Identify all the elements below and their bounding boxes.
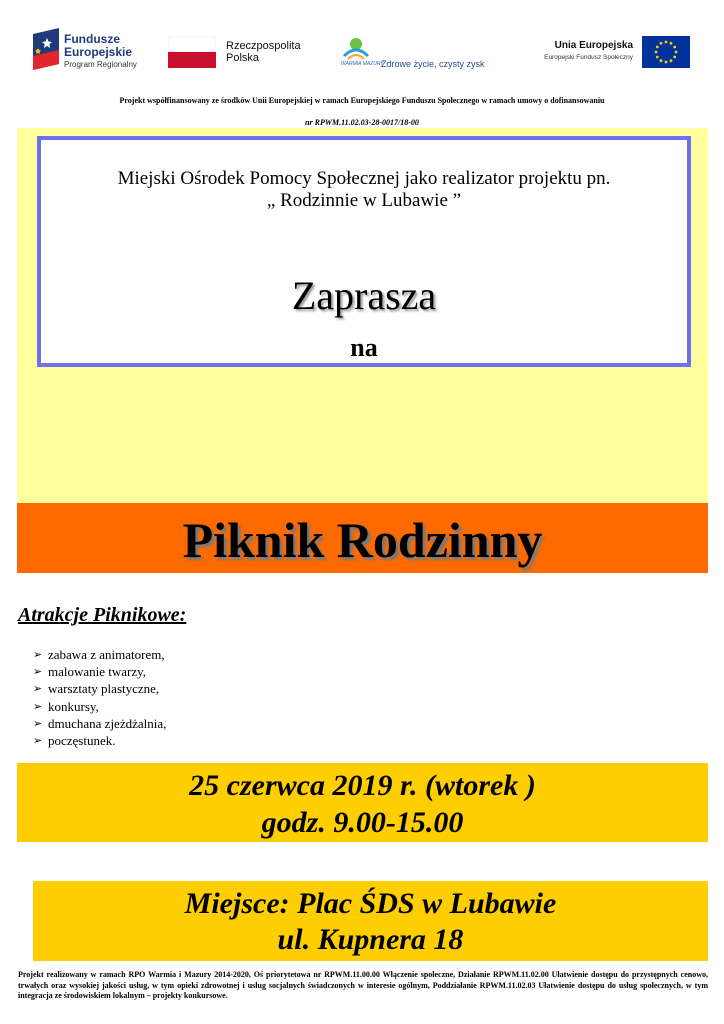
invites-heading: Zaprasza xyxy=(291,273,437,318)
attractions-list xyxy=(33,646,166,749)
fundusze-europejskie-logo-icon xyxy=(33,28,59,70)
event-address: ul. Kupnera 18 xyxy=(277,923,464,956)
fundusze-europejskie-text xyxy=(64,33,137,70)
event-place: Miejsce: Plac ŚDS w Lubawie xyxy=(184,887,557,920)
list-item xyxy=(33,680,166,697)
arrow-bullet-icon: ➢ xyxy=(33,716,43,730)
event-time: godz. 9.00-15.00 xyxy=(261,806,464,839)
logo-bar xyxy=(0,0,724,85)
unia-line1: Unia Europejska xyxy=(554,40,633,51)
to-word: na xyxy=(350,333,378,362)
event-date: 25 czerwca 2019 r. (wtorek ) xyxy=(189,769,536,802)
warmia-mazury-slogan: Zdrowe życie, czysty zysk xyxy=(381,59,485,69)
fundusze-line3: Program Regionalny xyxy=(64,60,137,70)
list-item-text: zabawa z animatorem, xyxy=(48,647,165,662)
organizer-line1: Miejski Ośrodek Pomocy Społecznej jako realizator projektu pn. xyxy=(117,168,611,189)
organizer-text xyxy=(41,168,687,212)
list-item xyxy=(33,663,166,680)
polish-flag-icon xyxy=(168,36,216,68)
arrow-bullet-icon: ➢ xyxy=(33,682,43,696)
footer-note: Projekt realizowany w ramach RPO Warmia i Mazury 2014-2020, Oś priorytetowa nr RPWM.11.00.00 Włączenie społeczne, Działanie RPWM.11.02.00 Ułatwienie dostępu do przystępnych cenowo, trwałych oraz wysokiej jakości usług, w tym opieki zdrowotnej i usług socjalnych świadczonych w interesie ogólnym, Poddziałanie RPWM.11.02.03 Ułatwienie dostępu do usług społecznych, w tym integracja ze środowiskiem lokalnym – projekty konkursowe. xyxy=(18,970,708,1000)
cofinance-note: Projekt współfinansowany ze środków Unii Europejskiej w ramach Europejskiego Funduszu Społecznego w ramach umowy o dofinansowaniu xyxy=(119,96,605,105)
list-item xyxy=(33,715,166,732)
arrow-bullet-icon: ➢ xyxy=(33,648,43,661)
list-item xyxy=(33,732,166,749)
list-item-text: konkursy, xyxy=(48,698,99,714)
date-bar xyxy=(17,763,708,842)
list-item-text: poczęstunek. xyxy=(48,733,116,749)
event-title-bar xyxy=(17,503,708,573)
eu-flag-icon xyxy=(642,36,690,68)
fundusze-line1: Fundusze xyxy=(64,32,120,46)
fundusze-line2: Europejskie xyxy=(64,44,133,59)
arrow-bullet-icon: ➢ xyxy=(33,699,43,713)
list-item-text: warsztaty plastyczne, xyxy=(48,681,160,697)
unia-europejska-text xyxy=(528,40,633,61)
rzeczpospolita-line2: Polska xyxy=(226,52,260,65)
contract-number: nr RPWM.11.02.03-28-0017/18-00 xyxy=(305,118,419,127)
event-title: Piknik Rodzinny xyxy=(182,512,543,568)
rzeczpospolita-line1: Rzeczpospolita xyxy=(226,40,301,52)
list-item-text: dmuchana zjeżdżalnia, xyxy=(48,715,167,731)
list-item-text: malowanie twarzy, xyxy=(48,664,147,680)
list-item xyxy=(33,698,166,715)
list-item xyxy=(33,646,166,663)
place-bar xyxy=(33,881,708,961)
unia-line2: Europejski Fundusz Społeczny xyxy=(544,54,633,61)
attractions-heading: Atrakcje Piknikowe: xyxy=(18,604,187,626)
project-name: „ Rodzinnie w Lubawie ” xyxy=(266,190,462,211)
warmia-mazury-small-text: WARMIA MAZURY xyxy=(341,61,384,67)
arrow-bullet-icon: ➢ xyxy=(33,665,43,679)
rzeczpospolita-text xyxy=(226,40,301,64)
arrow-bullet-icon: ➢ xyxy=(33,734,43,748)
invitation-frame xyxy=(37,136,691,367)
